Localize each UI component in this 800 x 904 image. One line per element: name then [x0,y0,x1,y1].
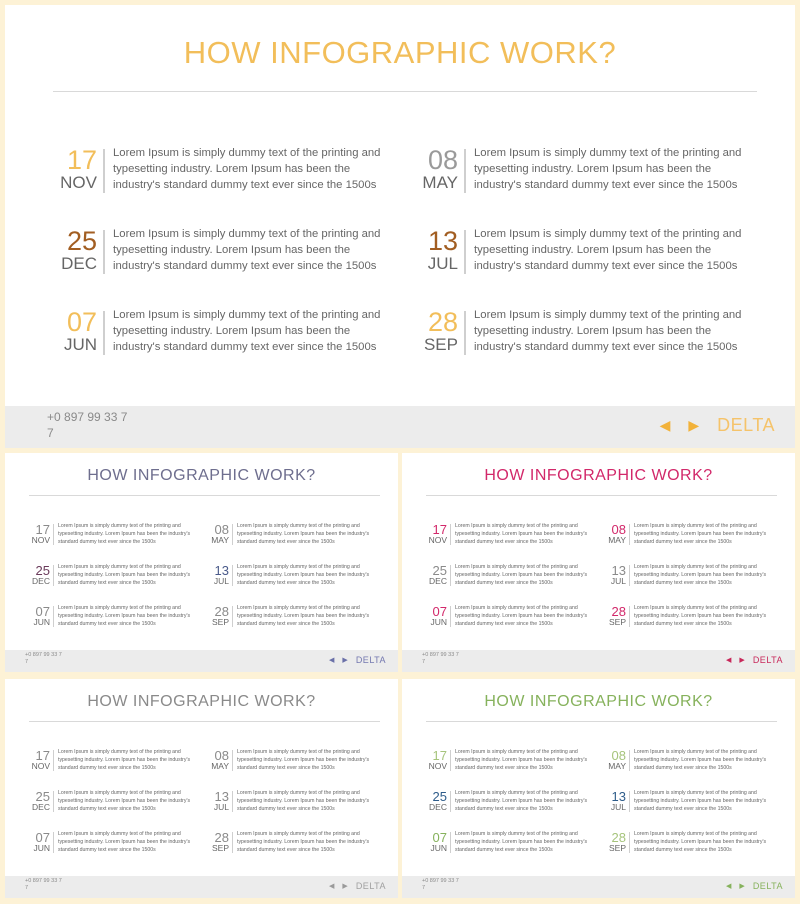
date-block [427,605,447,627]
date-day: 25 [432,563,447,578]
date-divider [450,524,451,545]
date-entry [209,605,379,631]
date-block [427,790,447,812]
entry-description: Lorem Ipsum is simply dummy text of the printing and typesetting industry. Lorem Ipsum has been the industry's standard dummy text ever since the 1500s [634,605,767,627]
date-divider [53,750,54,771]
date-day: 08 [214,522,229,537]
prev-arrow-icon[interactable]: ◀ [329,883,335,890]
date-day: 13 [611,563,626,578]
entry-description: Lorem Ipsum is simply dummy text of the printing and typesetting industry. Lorem Ipsum has been the industry's standard dummy text ever since the 1500s [634,831,767,853]
slide-nav [726,881,783,891]
phone-number: +0 897 99 33 7 7 [422,878,459,892]
entry-description: Lorem Ipsum is simply dummy text of the printing and typesetting industry. Lorem Ipsum has been the industry's standard dummy text ever since the 1500s [634,790,767,812]
date-divider [53,606,54,627]
date-divider [629,832,630,853]
date-divider [53,524,54,545]
date-day: 25 [35,563,50,578]
slide-variant-gray [5,679,398,898]
slide-nav [660,415,775,436]
prev-arrow-icon[interactable]: ◀ [726,883,732,890]
title-divider [426,721,777,722]
title-divider [29,495,380,496]
entry-description: Lorem Ipsum is simply dummy text of the printing and typesetting industry. Lorem Ipsum has been the industry's standard dummy text ever since the 1500s [455,605,588,627]
entry-description: Lorem Ipsum is simply dummy text of the printing and typesetting industry. Lorem Ipsum has been the industry's standard dummy text ever since the 1500s [237,605,370,627]
slide-main [5,5,795,448]
entry-description: Lorem Ipsum is simply dummy text of the printing and typesetting industry. Lorem Ipsum has been the industry's standard dummy text ever since the 1500s [455,564,588,586]
prev-arrow-icon[interactable]: ◀ [659,417,671,433]
date-divider [232,832,233,853]
date-day: 28 [611,604,626,619]
entry-description: Lorem Ipsum is simply dummy text of the printing and typesetting industry. Lorem Ipsum has been the industry's standard dummy text ever since the 1500s [634,564,767,586]
entry-description: Lorem Ipsum is simply dummy text of the printing and typesetting industry. Lorem Ipsum has been the industry's standard dummy text ever since the 1500s [58,790,191,812]
date-block [606,831,626,853]
date-month: NOV [31,761,50,771]
date-day: 07 [432,830,447,845]
date-divider [464,230,466,274]
date-block [55,309,97,353]
slide-footer [402,876,795,898]
date-entry [209,749,379,775]
date-divider [232,791,233,812]
date-divider [232,565,233,586]
date-entry [416,147,756,199]
entry-description: Lorem Ipsum is simply dummy text of the printing and typesetting industry. Lorem Ipsum has been the industry's standard dummy text ever since the 1500s [455,831,588,853]
date-block [30,564,50,586]
date-entry [209,790,379,816]
date-divider [450,832,451,853]
date-month: SEP [608,617,626,627]
next-arrow-icon[interactable]: ▶ [342,657,348,664]
entry-description: Lorem Ipsum is simply dummy text of the printing and typesetting industry. Lorem Ipsum has been the industry's standard dummy text ever since the 1500s [237,831,370,853]
date-divider [103,149,105,193]
date-divider [629,524,630,545]
date-entry [30,831,200,857]
phone-number: +0 897 99 33 7 7 [422,652,459,666]
date-divider [464,149,466,193]
entry-description: Lorem Ipsum is simply dummy text of the printing and typesetting industry. Lorem Ipsum has been the industry's standard dummy text ever since the 1500s [58,749,191,771]
date-divider [232,524,233,545]
entry-description: Lorem Ipsum is simply dummy text of the printing and typesetting industry. Lorem Ipsum has been the industry's standard dummy text ever since the 1500s [634,749,767,771]
date-day: 17 [35,748,50,763]
date-day: 17 [432,522,447,537]
date-day: 13 [214,563,229,578]
next-arrow-icon[interactable]: ▶ [739,657,745,664]
date-entry [209,564,379,590]
date-divider [450,791,451,812]
slide-title: HOW INFOGRAPHIC WORK? [183,35,617,70]
slide-nav [726,655,783,665]
date-day: 07 [66,307,97,337]
brand-label: DELTA [355,655,386,665]
date-month: SEP [211,843,229,853]
date-block [30,749,50,771]
date-entry [55,309,395,361]
entry-description: Lorem Ipsum is simply dummy text of the printing and typesetting industry. Lorem Ipsum has been the industry's standard dummy text ever since the 1500s [237,523,370,545]
slide-title: HOW INFOGRAPHIC WORK? [87,693,316,710]
date-block [606,790,626,812]
slide-footer [5,406,795,448]
date-entry [427,605,597,631]
date-month: DEC [32,576,50,586]
entry-description: Lorem Ipsum is simply dummy text of the printing and typesetting industry. Lorem Ipsum has been the industry's standard dummy text ever since the 1500s [634,523,767,545]
entry-description: Lorem Ipsum is simply dummy text of the printing and typesetting industry. Lorem Ipsum has been the industry's standard dummy text ever since the 1500s [58,564,191,586]
date-day: 13 [214,789,229,804]
date-block [30,790,50,812]
date-day: 17 [66,145,97,175]
phone-number: +0 897 99 33 7 7 [25,652,62,666]
entry-description: Lorem Ipsum is simply dummy text of the printing and typesetting industry. Lorem Ipsum has been the industry's standard dummy text ever since the 1500s [474,147,742,191]
date-month: MAY [608,535,626,545]
date-entry [606,749,776,775]
date-block [427,749,447,771]
date-day: 25 [432,789,447,804]
date-divider [53,832,54,853]
date-entry [30,605,200,631]
date-day: 08 [611,522,626,537]
date-day: 07 [35,604,50,619]
date-day: 28 [214,830,229,845]
date-month: JUL [610,576,626,586]
date-day: 08 [611,748,626,763]
date-entry [416,309,756,361]
date-month: NOV [428,535,447,545]
date-divider [450,565,451,586]
date-month: JUL [213,802,229,812]
date-block [606,564,626,586]
date-day: 13 [611,789,626,804]
date-month: SEP [211,617,229,627]
date-entry [55,147,395,199]
date-divider [629,750,630,771]
brand-label: DELTA [717,415,775,435]
date-block [209,790,229,812]
entry-description: Lorem Ipsum is simply dummy text of the printing and typesetting industry. Lorem Ipsum has been the industry's standard dummy text ever since the 1500s [113,228,381,272]
date-entry [30,790,200,816]
date-day: 13 [427,226,458,256]
date-month: JUL [427,254,458,273]
entry-description: Lorem Ipsum is simply dummy text of the printing and typesetting industry. Lorem Ipsum has been the industry's standard dummy text ever since the 1500s [113,147,381,191]
date-month: MAY [422,173,458,192]
entry-description: Lorem Ipsum is simply dummy text of the printing and typesetting industry. Lorem Ipsum has been the industry's standard dummy text ever since the 1500s [455,749,588,771]
date-day: 25 [35,789,50,804]
date-entry [427,564,597,590]
slide-nav [329,655,386,665]
date-entry [427,523,597,549]
date-month: NOV [428,761,447,771]
date-day: 07 [432,604,447,619]
date-block [209,831,229,853]
date-entry [416,228,756,280]
date-block [606,749,626,771]
date-divider [450,750,451,771]
date-block [416,147,458,191]
date-entry [606,564,776,590]
entry-description: Lorem Ipsum is simply dummy text of the printing and typesetting industry. Lorem Ipsum has been the industry's standard dummy text ever since the 1500s [474,228,742,272]
date-divider [450,606,451,627]
date-month: MAY [211,535,229,545]
next-arrow-icon[interactable]: ▶ [739,883,745,890]
date-month: NOV [31,535,50,545]
title-divider [29,721,380,722]
date-entry [30,564,200,590]
date-day: 28 [427,307,458,337]
date-month: MAY [211,761,229,771]
date-day: 17 [432,748,447,763]
entry-description: Lorem Ipsum is simply dummy text of the printing and typesetting industry. Lorem Ipsum has been the industry's standard dummy text ever since the 1500s [474,309,742,353]
date-divider [629,791,630,812]
date-entry [427,749,597,775]
slide-variant-purple [5,453,398,672]
date-block [606,523,626,545]
slide-title: HOW INFOGRAPHIC WORK? [87,467,316,484]
date-day: 28 [214,604,229,619]
slide-variant-green [402,679,795,898]
date-block [209,749,229,771]
brand-label: DELTA [752,881,783,891]
entry-description: Lorem Ipsum is simply dummy text of the printing and typesetting industry. Lorem Ipsum has been the industry's standard dummy text ever since the 1500s [455,790,588,812]
date-day: 25 [66,226,97,256]
entry-description: Lorem Ipsum is simply dummy text of the printing and typesetting industry. Lorem Ipsum has been the industry's standard dummy text ever since the 1500s [237,749,370,771]
next-arrow-icon[interactable]: ▶ [342,883,348,890]
slide-variant-pink [402,453,795,672]
date-day: 08 [427,145,458,175]
date-block [30,831,50,853]
date-month: MAY [608,761,626,771]
date-month: NOV [60,173,97,192]
slide-footer [5,876,398,898]
date-month: JUN [430,843,447,853]
date-divider [103,230,105,274]
date-block [606,605,626,627]
prev-arrow-icon[interactable]: ◀ [329,657,335,664]
date-divider [53,565,54,586]
date-entry [209,831,379,857]
slide-footer [402,650,795,672]
slide-title: HOW INFOGRAPHIC WORK? [484,693,713,710]
date-block [209,605,229,627]
date-block [427,523,447,545]
entry-description: Lorem Ipsum is simply dummy text of the printing and typesetting industry. Lorem Ipsum has been the industry's standard dummy text ever since the 1500s [237,564,370,586]
date-entry [606,523,776,549]
phone-number: +0 897 99 33 7 7 [25,878,62,892]
date-block [55,147,97,191]
date-entry [209,523,379,549]
date-entry [606,790,776,816]
date-entry [427,790,597,816]
entry-description: Lorem Ipsum is simply dummy text of the printing and typesetting industry. Lorem Ipsum has been the industry's standard dummy text ever since the 1500s [58,523,191,545]
prev-arrow-icon[interactable]: ◀ [726,657,732,664]
date-month: SEP [608,843,626,853]
date-block [209,564,229,586]
date-month: JUN [33,617,50,627]
date-divider [464,311,466,355]
date-divider [629,606,630,627]
date-divider [53,791,54,812]
slide-footer [5,650,398,672]
date-block [416,228,458,272]
brand-label: DELTA [355,881,386,891]
date-month: JUL [213,576,229,586]
date-month: JUL [610,802,626,812]
date-divider [232,606,233,627]
date-entry [427,831,597,857]
title-divider [53,91,757,92]
date-block [427,831,447,853]
date-day: 08 [214,748,229,763]
entry-description: Lorem Ipsum is simply dummy text of the printing and typesetting industry. Lorem Ipsum has been the industry's standard dummy text ever since the 1500s [58,605,191,627]
date-month: DEC [429,802,447,812]
date-divider [103,311,105,355]
date-day: 28 [611,830,626,845]
date-day: 07 [35,830,50,845]
date-block [30,605,50,627]
date-entry [606,831,776,857]
date-month: DEC [32,802,50,812]
date-divider [629,565,630,586]
entry-description: Lorem Ipsum is simply dummy text of the printing and typesetting industry. Lorem Ipsum has been the industry's standard dummy text ever since the 1500s [58,831,191,853]
date-block [416,309,458,353]
date-month: JUN [63,335,97,354]
date-entry [606,605,776,631]
phone-number: +0 897 99 33 7 7 [47,410,128,440]
date-month: DEC [61,254,97,273]
date-month: DEC [429,576,447,586]
date-block [427,564,447,586]
date-block [30,523,50,545]
date-entry [55,228,395,280]
entry-description: Lorem Ipsum is simply dummy text of the printing and typesetting industry. Lorem Ipsum has been the industry's standard dummy text ever since the 1500s [113,309,381,353]
date-month: JUN [430,617,447,627]
date-block [209,523,229,545]
next-arrow-icon[interactable]: ▶ [688,417,700,433]
date-month: SEP [423,335,458,354]
brand-label: DELTA [752,655,783,665]
date-entry [30,523,200,549]
entry-description: Lorem Ipsum is simply dummy text of the printing and typesetting industry. Lorem Ipsum has been the industry's standard dummy text ever since the 1500s [455,523,588,545]
entry-description: Lorem Ipsum is simply dummy text of the printing and typesetting industry. Lorem Ipsum has been the industry's standard dummy text ever since the 1500s [237,790,370,812]
slide-nav [329,881,386,891]
date-entry [30,749,200,775]
slide-title: HOW INFOGRAPHIC WORK? [484,467,713,484]
title-divider [426,495,777,496]
date-block [55,228,97,272]
date-day: 17 [35,522,50,537]
date-month: JUN [33,843,50,853]
date-divider [232,750,233,771]
